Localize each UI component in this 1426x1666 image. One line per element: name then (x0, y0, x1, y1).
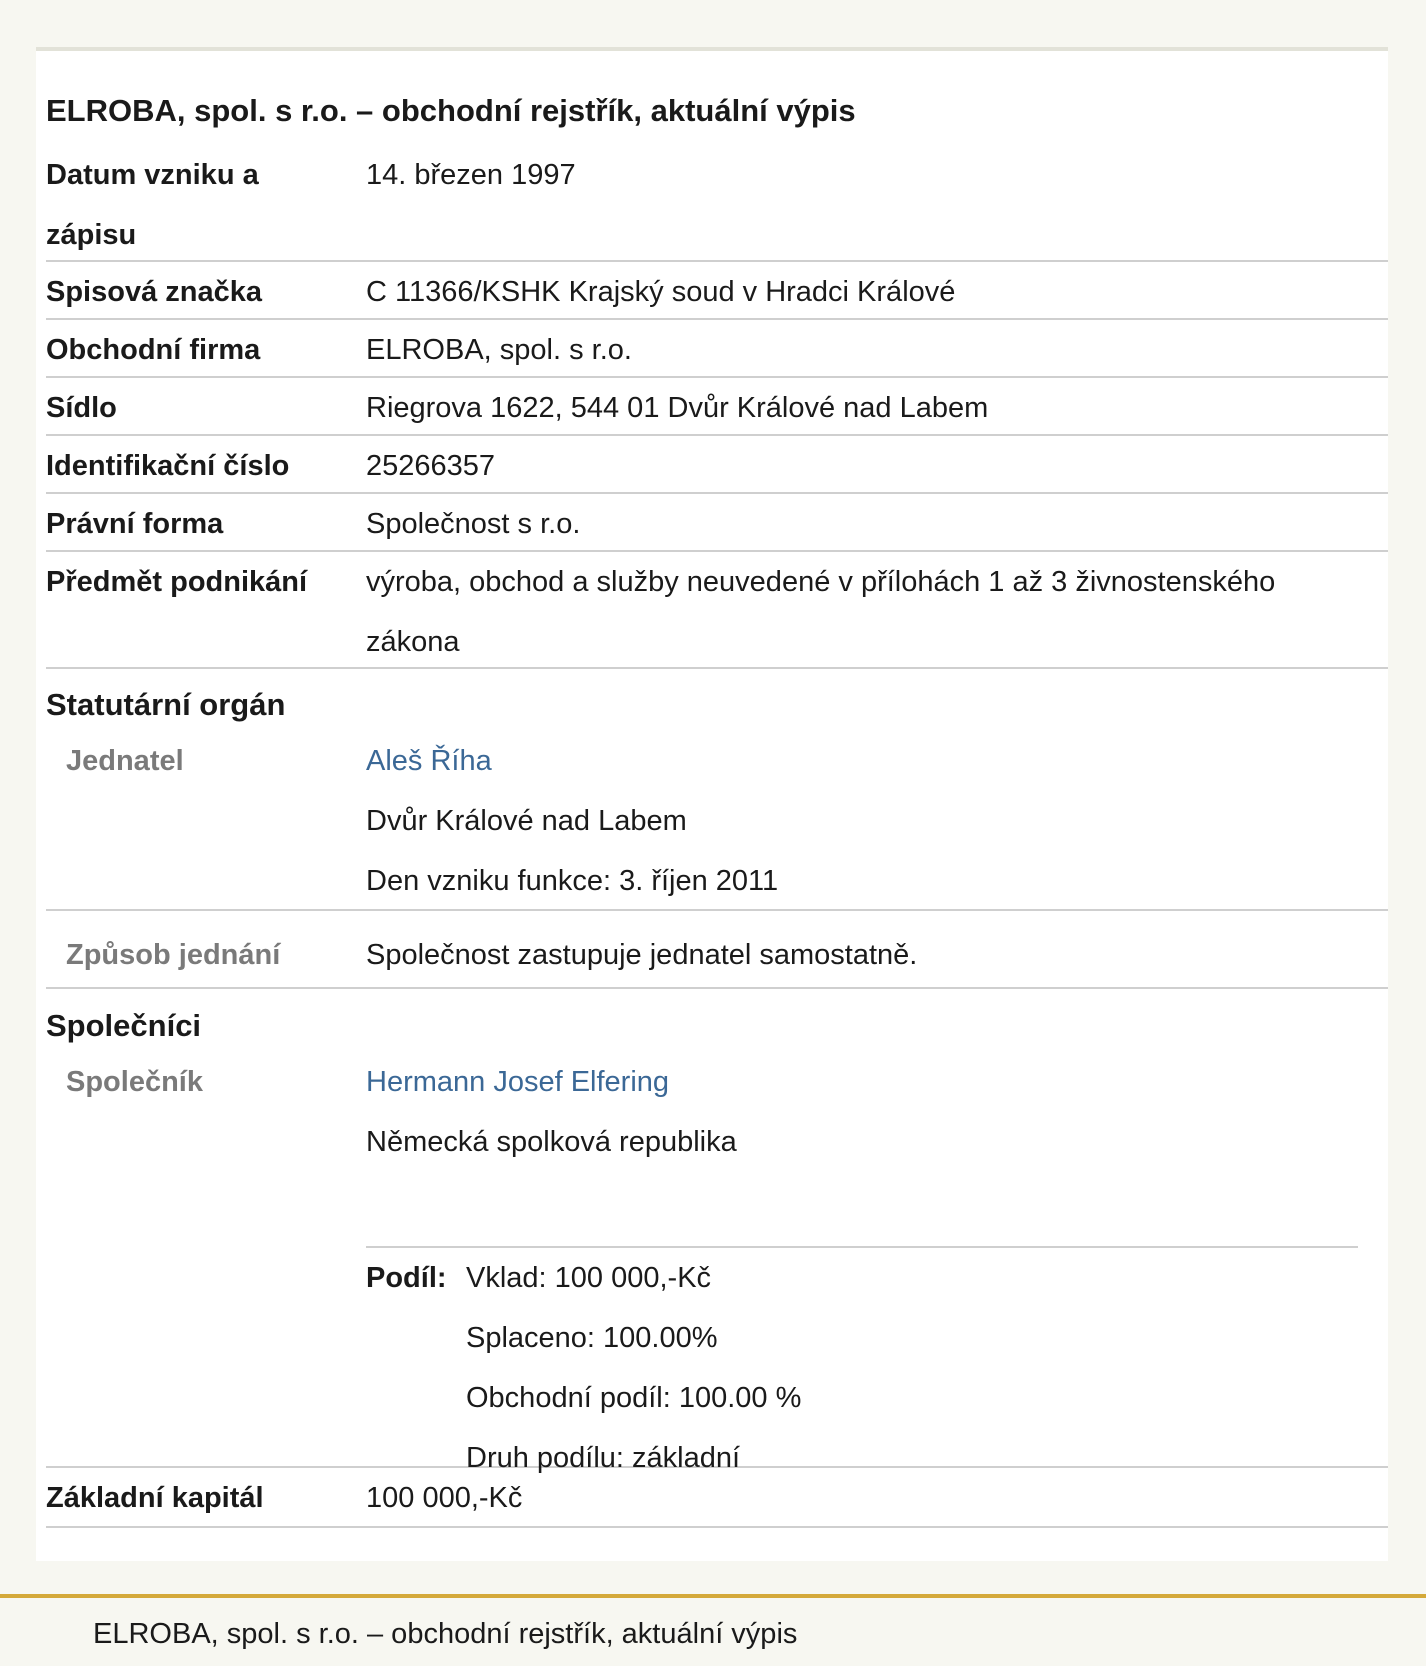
row-value (366, 494, 1358, 554)
share-splaceno: Splaceno: 100.00% (466, 1322, 718, 1354)
datum-vzniku-value: 14. březen 1997 (366, 159, 576, 191)
share-vklad: Vklad: 100 000,-Kč (466, 1262, 712, 1294)
row-ico (46, 436, 1388, 494)
row-datum-vzniku (46, 145, 1388, 262)
row-label: Jednatel (66, 745, 184, 777)
row-value (366, 145, 1358, 205)
row-label: Obchodní firma (46, 334, 261, 366)
row-pravni-forma (46, 494, 1388, 552)
row-label: Předmět podnikání (46, 566, 308, 598)
row-sidlo (46, 378, 1388, 436)
row-spisova-znacka (46, 262, 1388, 320)
obchodni-firma-value: ELROBA, spol. s r.o. (366, 334, 632, 366)
row-spolecnik (46, 1052, 1388, 1474)
registry-extract-card (36, 51, 1388, 1561)
page-title: ELROBA, spol. s r.o. – obchodní rejstřík, aktuální výpis (46, 93, 856, 128)
spolecnik-name-link[interactable]: Hermann Josef Elfering (366, 1066, 670, 1098)
row-zakladni-kapital (46, 1468, 1388, 1528)
row-obchodni-firma (46, 320, 1388, 378)
jednatel-name-link[interactable]: Aleš Říha (366, 745, 492, 777)
row-label: Sídlo (46, 392, 117, 424)
section-heading-spolecnici: Společníci (46, 1008, 202, 1043)
row-zpusob-jednani (46, 911, 1388, 989)
row-value (366, 1468, 1358, 1528)
share-obchodni-podil: Obchodní podíl: 100.00 % (466, 1382, 802, 1414)
row-label: Právní forma (46, 508, 224, 540)
spisova-znacka-value: C 11366/KSHK Krajský soud v Hradci Králové (366, 276, 956, 308)
ico-value: 25266357 (366, 450, 496, 482)
row-label: Základní kapitál (46, 1482, 264, 1514)
row-label: Společník (66, 1066, 203, 1098)
row-value (366, 552, 1286, 672)
zpusob-jednani-value: Společnost zastupuje jednatel samostatně. (366, 939, 918, 971)
row-value (366, 378, 1358, 438)
jednatel-place: Dvůr Králové nad Labem (366, 805, 687, 837)
jednatel-since: Den vzniku funkce: 3. říjen 2011 (366, 865, 779, 897)
footer-divider (0, 1594, 1426, 1598)
row-value (366, 262, 1358, 322)
row-label: Identifikační číslo (46, 450, 290, 482)
row-value (366, 731, 1358, 911)
share-label: Podíl: (366, 1262, 447, 1294)
row-label: Způsob jednání (66, 939, 281, 971)
pravni-forma-value: Společnost s r.o. (366, 508, 581, 540)
row-label: Datum vzniku a zápisu (46, 159, 259, 251)
section-heading-statutarni-organ: Statutární orgán (46, 687, 286, 722)
row-jednatel (46, 731, 1388, 911)
predmet-value: výroba, obchod a služby neuvedené v přílohách 1 až 3 živnostenského zákona (366, 566, 1276, 658)
share-druh: Druh podílu: základní (466, 1442, 741, 1474)
row-value (366, 320, 1358, 380)
footer-title: ELROBA, spol. s r.o. – obchodní rejstřík, aktuální výpis (93, 1618, 798, 1650)
row-value (366, 925, 1358, 985)
sidlo-value: Riegrova 1622, 544 01 Dvůr Králové nad Labem (366, 392, 989, 424)
share-details (466, 1248, 801, 1488)
row-label: Spisová značka (46, 276, 262, 308)
row-value (366, 436, 1358, 496)
row-predmet-podnikani (46, 552, 1388, 669)
zakladni-kapital-value: 100 000,-Kč (366, 1482, 523, 1514)
row-value (366, 1052, 1358, 1172)
spolecnik-country: Německá spolková republika (366, 1126, 737, 1158)
